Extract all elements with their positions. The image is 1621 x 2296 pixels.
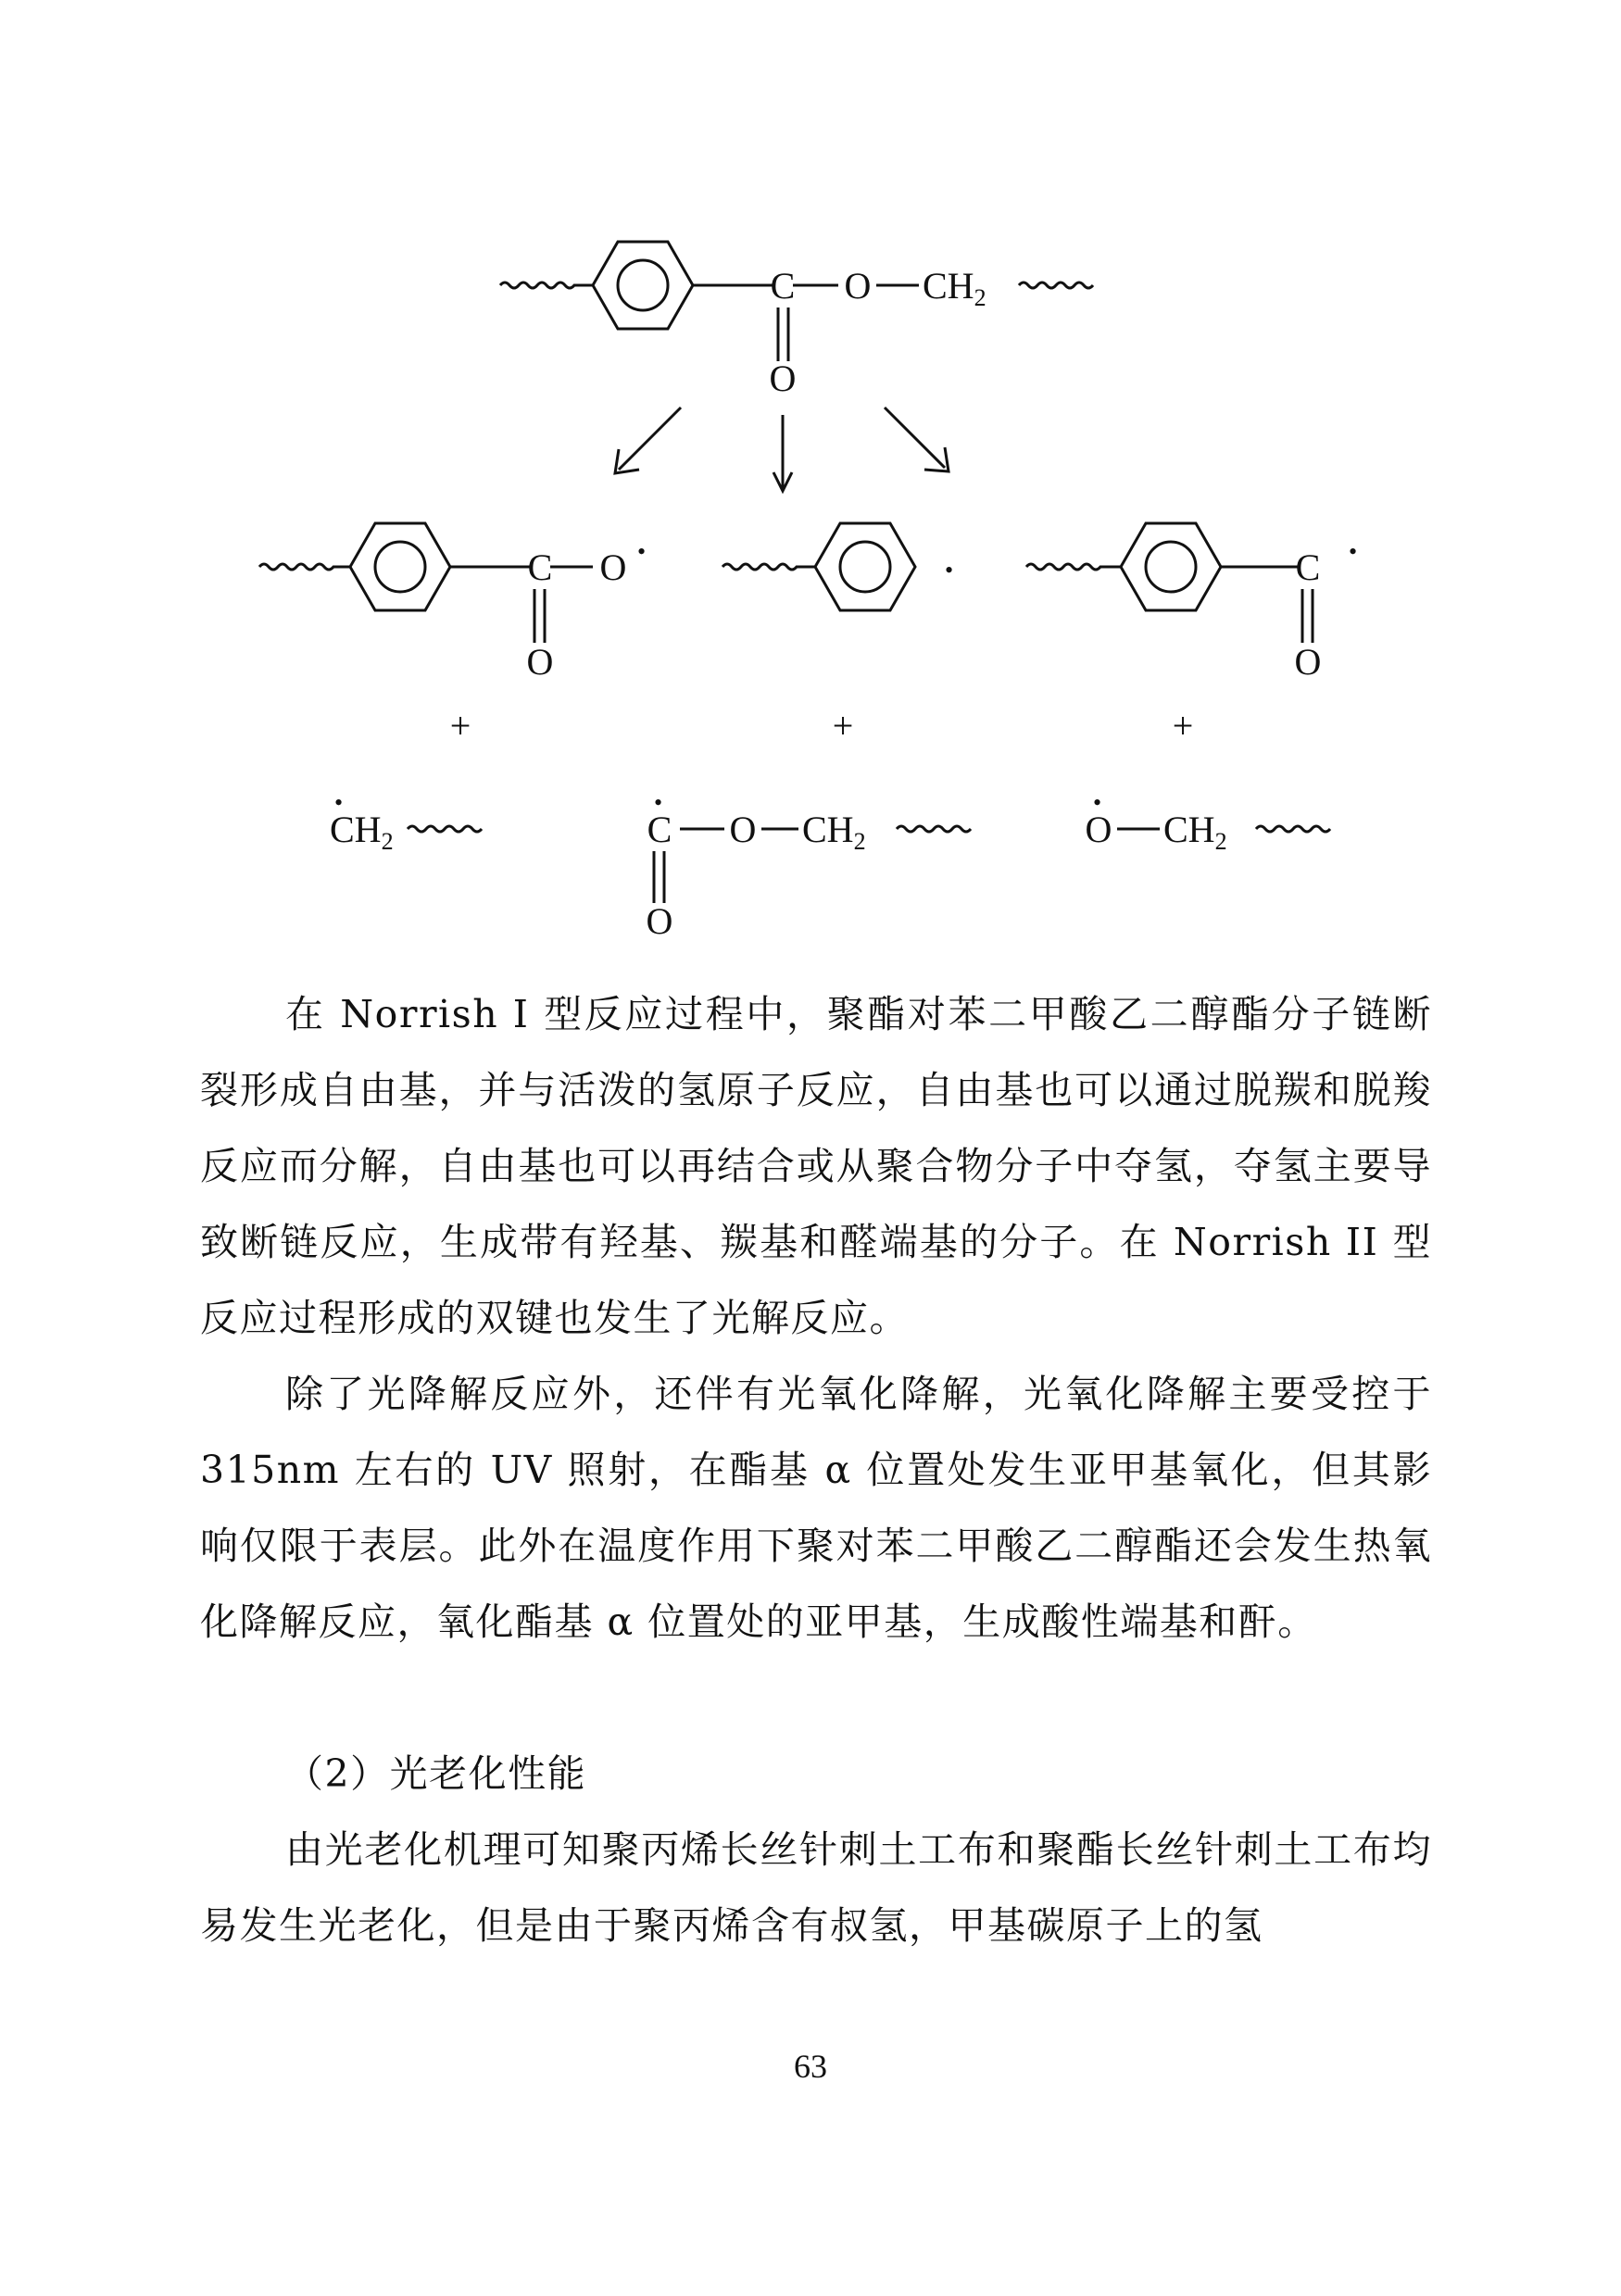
plus-sign: +: [1172, 705, 1194, 747]
benzene-ring: [593, 242, 693, 329]
radical-dot: •: [1093, 789, 1102, 816]
radical-dot: •: [637, 538, 647, 565]
arrow-right: [885, 408, 945, 468]
wavy-bond: [1026, 564, 1121, 570]
oxygen-label: O: [1294, 641, 1322, 683]
wavy-bond: [1256, 826, 1330, 832]
plus-sign: +: [832, 705, 854, 747]
paragraph-photo-oxidation: 除了光降解反应外，还伴有光氧化降解，光氧化降解主要受控于 315nm 左右的 UV 照射，在酯基 α 位置处发生亚甲基氧化，但其影响仅限于表层。此外在温度作用下聚对苯二甲酸乙二醇酯还会发生热氧化降解反应，氧化酯基 α 位置处的亚甲基，生成酸性端基和酐。: [200, 1372, 1432, 1644]
wavy-bond: [259, 564, 350, 570]
benzene-ring-circle: [840, 542, 890, 592]
oxygen-label: O: [769, 358, 797, 399]
radical-dot: •: [945, 557, 954, 583]
benzene-ring: [1121, 523, 1221, 610]
ch2-radical-label: $CH_2$: [330, 809, 394, 855]
ch2-label: $CH_2$: [1163, 809, 1227, 855]
carbon-label: C: [527, 546, 553, 588]
oxygen-label: O: [729, 809, 757, 850]
oxygen-label: O: [646, 900, 673, 942]
benzene-ring-circle: [375, 542, 425, 592]
oxygen-label: O: [1085, 809, 1112, 850]
benzene-ring-circle: [1146, 542, 1196, 592]
radical-dot: •: [334, 789, 344, 816]
carbon-label: C: [1295, 546, 1321, 588]
radical-dot: •: [1349, 538, 1358, 565]
paragraph-photo-aging: 由光老化机理可知聚丙烯长丝针刺土工布和聚酯长丝针刺土工布均易发生光老化，但是由于聚丙烯含有叔氢，甲基碳原子上的氢: [200, 1827, 1432, 1948]
arrow-left: [619, 408, 681, 470]
carbon-label: C: [770, 265, 796, 307]
ch2-label: $CH_2$: [802, 809, 866, 855]
wavy-bond: [408, 826, 482, 832]
benzene-ring: [350, 523, 450, 610]
page-number: 63: [794, 2048, 827, 2085]
benzene-ring: [815, 523, 915, 610]
section-heading: （2）光老化性能: [285, 1751, 587, 1796]
ch2-label: $CH_2$: [923, 265, 986, 311]
plus-sign: +: [449, 705, 471, 747]
oxygen-label: O: [599, 546, 627, 588]
wavy-bond: [500, 282, 593, 288]
benzene-ring-circle: [618, 260, 668, 310]
wavy-bond: [1019, 282, 1093, 288]
radical-dot: •: [654, 789, 663, 816]
wavy-bond: [897, 826, 971, 832]
paragraph-norrish: 在 Norrish I 型反应过程中，聚酯对苯二甲酸乙二醇酯分子链断裂形成自由基，并与活泼的氢原子反应，自由基也可以通过脱羰和脱羧反应而分解，自由基也可以再结合或从聚合物分子中夺氢，夺氢主要导致断链反应，生成带有羟基、羰基和醛端基的分子。在 Norrish II 型反应过程形成的双键也发生了光解反应。: [200, 992, 1432, 1340]
carbon-label: C: [647, 809, 672, 850]
norrish-reaction-scheme: [0, 0, 1621, 963]
oxygen-label: O: [844, 265, 872, 307]
oxygen-label: O: [526, 641, 554, 683]
wavy-bond: [723, 564, 815, 570]
